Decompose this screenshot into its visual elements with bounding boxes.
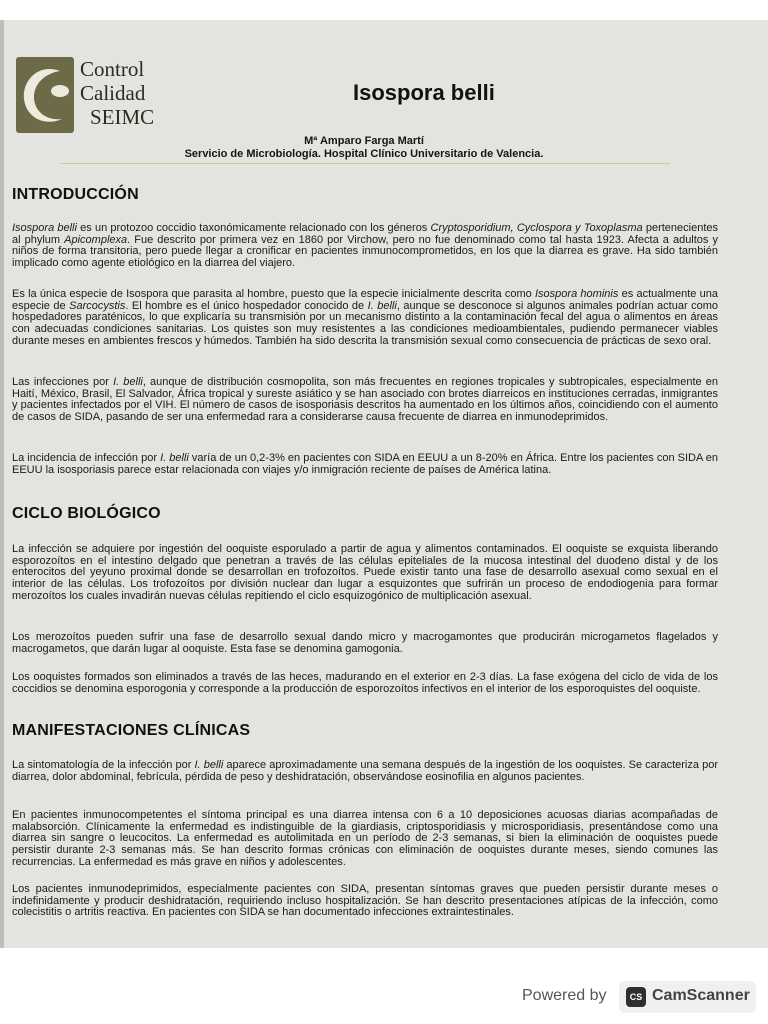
intro-paragraph-2 [12,289,718,348]
document-title: Isospora belli [353,80,495,105]
powered-by-label: Powered by [522,987,607,1004]
text-run: aparece aproximadamente una semana después de la ingestión de los ooquistes. Se caracteriza por diarrea, dolor abdominal, febrícula, pérdida de peso y deshidratación, observándose eosinofilia en algunos pacientes. [12,759,718,783]
clinical-paragraph-1 [12,760,718,783]
author-affiliation: Servicio de Microbiología. Hospital Clínico Universitario de Valencia. [184,148,544,160]
camscanner-badge [619,981,756,1013]
intro-paragraph-1 [12,223,718,270]
text-run: es actualmente una especie de [12,288,718,312]
text-run: pertenecientes al phylum [12,222,718,246]
text-run: Es la única especie de Isospora que parasita al hombre, puesto que la especie inicialmente descrita como [12,288,535,300]
cycle-paragraph-3: Los ooquistes formados son eliminados a través de las heces, madurando en el exterior en 2-3 días. La fase exógena del ciclo de vida de los coccidios se denomina esporogonia y corresponde a la producción de esporozoítos infectivos en el interior de los esporoquistes del ooquiste. [12,671,718,695]
section-heading-ciclo-biologico: CICLO BIOLÓGICO [12,505,161,522]
intro-paragraph-3 [12,377,718,424]
text-run: Las infecciones por [12,376,114,388]
text-run: La incidencia de infección por [12,452,161,464]
section-heading-introduccion: INTRODUCCIÓN [12,186,139,203]
camscanner-logo-icon: CS [626,987,646,1007]
section-heading-manifestaciones-clinicas: MANIFESTACIONES CLÍNICAS [12,722,251,739]
text-run: La sintomatología de la infección por [12,759,195,771]
scanned-page [0,20,768,948]
logo-text [80,57,154,129]
clinical-paragraph-3: Los pacientes inmunodeprimidos, especialmente pacientes con SIDA, presentan síntomas graves que pueden persistir durante meses o indefinidamente y producir deshidratación, requiriendo incluso hospitalización. Se han descrito presentaciones atípicas de la infección, como colecistitis o artritis reactiva. En pacientes con SIDA se han documentado infecciones extraintestinales. [12,883,718,919]
cycle-paragraph-1: La infección se adquiere por ingestión del ooquiste esporulado a partir de agua y alimentos contaminados. El ooquiste se exquista liberando esporozoítos en el intestino delgado que penetran a través de las células epiteliales de la mucosa intestinal del duodeno distal y de los enterocitos del yeyuno proximal donde se desarrollan en trofozoítos. Puede existir tanto una fase de desarrollo asexual como sexual en el interior de las células. Los trofozoítos por división nuclear dan lugar a esquizontes que sufrirán un proceso de endodiogenia para formar merozoítos los cuales invadirán nuevas células repitiendo el ciclo esquizogónico de multiplicación asexual. [12,543,718,602]
text-run: . Fue descrito por primera vez en 1860 por Virchow, pero no fue denominado como tal hasta 1923. Afecta a adultos y niños de forma transitoria, pero puede llegar a cronificar en pacientes inmunocomprometidos, en los que la diarrea es grave. Ha sido también implicado como agente etiológico en la diarrea del viajero. [12,233,718,270]
species-name: I. belli [194,759,224,771]
text-run: , aunque se desconoce si algunos animales podrían actuar como hospedadores paraténicos, lo que explicaría su transmisión por un mecanismo distinto a la contaminación fecal del agua o alimentos en áreas con adecuadas condiciones sanitarias. Los quistes son muy resistentes a las condiciones medioambientales, pudiendo permanecer viables durante meses en ambientes frescos y húmedos. También ha sido descrita la transmisión sexual como consecuencia de prácticas de sexo oral. [12,299,718,347]
header-divider [60,163,670,164]
logo-text-line-3: SEIMC [90,105,155,129]
species-name: I. belli [113,376,143,388]
author-name: Mª Amparo Farga Martí [304,135,424,147]
species-name: I. belli [367,299,397,312]
text-run: varía de un 0,2-3% en pacientes con SIDA en EEUU a un 8-20% en África. Entre los pacientes con SIDA en EEUU la isosporiasis parece estar relacionada con viajes y/o inmigración reciente de países de América latina. [12,452,718,476]
species-name: Isospora belli [12,222,77,234]
species-name: I. belli [160,452,189,464]
text-run: , aunque de distribución cosmopolita, son más frecuentes en regiones tropicales y subtropicales, especialmente en Haití, México, Brasil, El Salvador, África tropical y sureste asiático y se han asociado con brotes diarreicos en instituciones cerradas, inmigrantes y pacientes infectados por el VIH. El número de casos de isosporiasis descritos ha aumentado en los últimos años, coincidiendo con el aumento de casos de SIDA, pasando de ser una enfermedad rara a considerarse causa frecuente de diarrea en inmunodeprimidos. [12,376,718,424]
camscanner-name: CamScanner [652,987,750,1004]
logo-text-line-2: Calidad [80,81,146,105]
text-run: . El hombre es el único hospedador conocido de [125,299,368,312]
intro-paragraph-4 [12,453,718,476]
text-run: es un protozoo coccidio taxonómicamente relacionado con los géneros [76,222,431,234]
seimc-logo [16,57,171,133]
phylum-name: Apicomplexa [64,233,128,246]
genera-names: Cryptosporidium, Cyclospora y Toxoplasma [430,222,643,234]
cycle-paragraph-2: Los merozoítos pueden sufrir una fase de desarrollo sexual dando micro y macrogamontes que producirán microgametos flagelados y macrogametos, que darán lugar al ooquiste. Esta fase se denomina gamogonia. [12,631,718,655]
logo-text-line-1: Control [80,57,145,81]
species-name: Isospora hominis [535,288,619,300]
clinical-paragraph-2: En pacientes inmunocompetentes el síntoma principal es una diarrea intensa con 6 a 10 deposiciones acuosas diarias acompañadas de malabsorción. Clínicamente la enfermedad es indistinguible de la giardiasis, criptosporidiasis y microsporidiasis, presentándose como una diarrea sin sangre o leucocitos. La enfermedad es autolimitada en un período de 2-3 semanas, si bien la eliminación de ooquistes puede persistir durante 2-3 semanas más. Se han descrito formas crónicas con eliminación de ooquistes durante meses, siendo comunes las recurrencias. La enfermedad es más grave en niños y adolescentes. [12,809,718,868]
genus-name: Sarcocystis [69,299,126,312]
logo-emblem-icon [16,57,74,133]
